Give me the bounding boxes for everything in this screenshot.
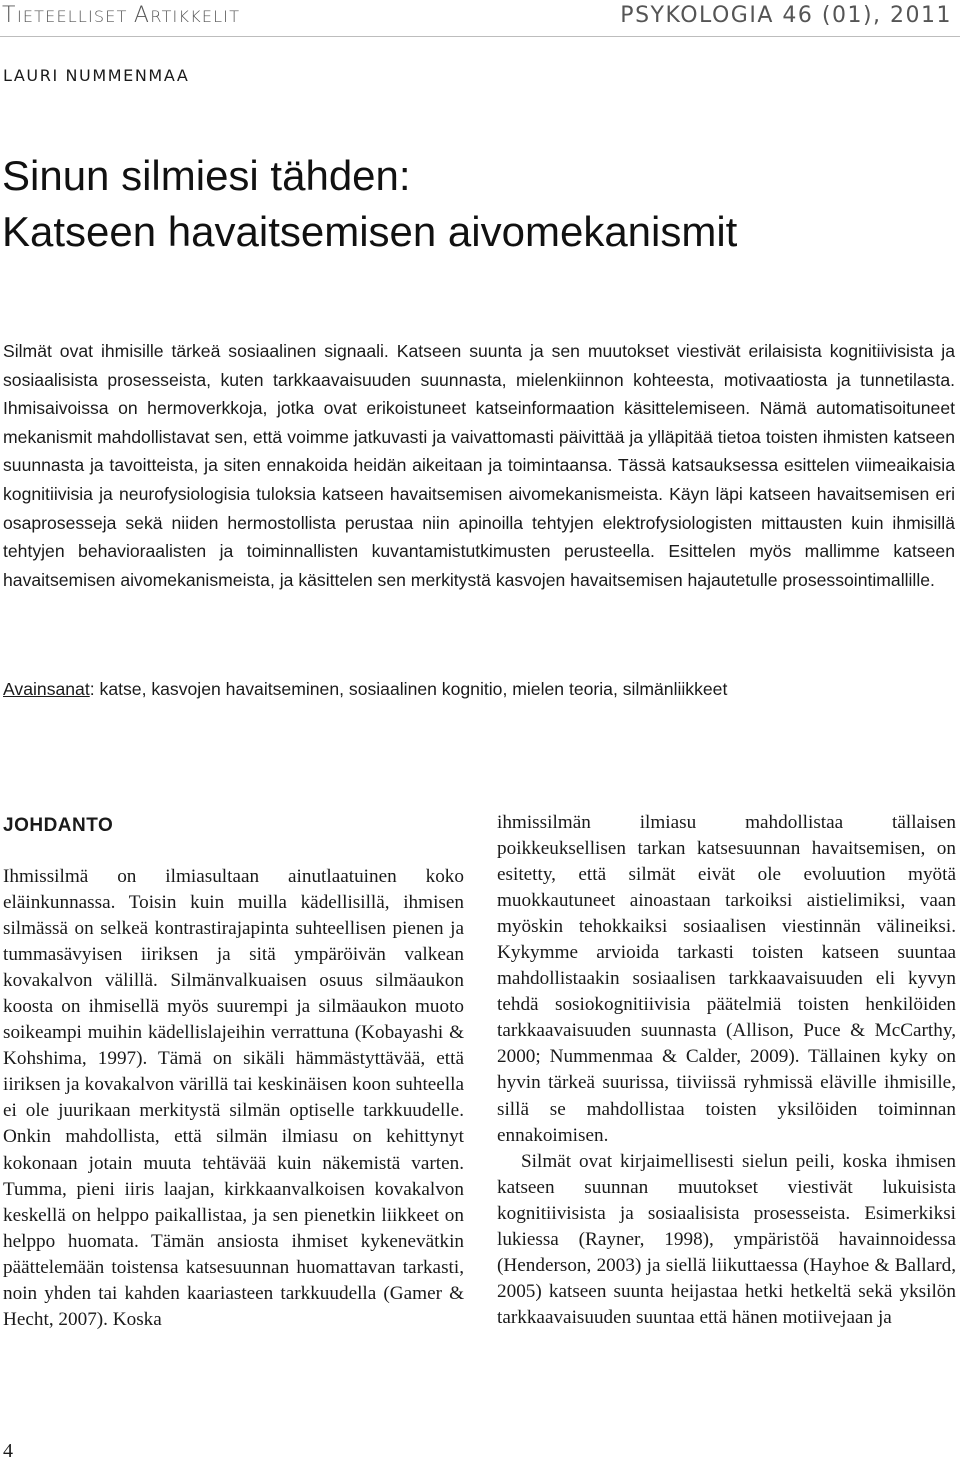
body-column-left: [3, 864, 464, 1333]
running-header: [0, 0, 960, 38]
body-paragraph: Silmät ovat kirjaimellisesti sielun peili, koska ihmisen katseen suunnan muutokset viestivät lukuisista kognitiivisista ja sosiaalisista prosesseista. Esimerkiksi lukiessa (Rayner, 1998), ympäristöä havainnoidessa (Henderson, 2003) ja siellä liikuttaessa (Hayhoe & Ballard, 2005) katseen suunta heijastaa hetki hetkeltä sekä yksilön tarkkaavaisuuden suuntaa että hänen motiivejaan ja: [497, 1150, 956, 1328]
keywords: [3, 676, 955, 702]
journal-citation: PSYKOLOGIA 46 (01), 2011: [620, 3, 952, 28]
title-line-1: Sinun silmiesi tähden:: [2, 152, 411, 199]
title-line-2: Katseen havaitsemisen aivomekanismit: [2, 208, 738, 255]
body-column-right: [497, 810, 956, 1331]
body-paragraph: ihmissilmän ilmiasu mahdollistaa tällaisen poikkeuksellisen tarkan katsesuunnan havaitsemisen, on esitetty, että silmät eivät ole evoluution myötä muokkautuneet ainoastaan tarkoiksi aistielimiksi, vaan myöskin tehokkaiksi sosiaalisen viestinnän välineiksi. Kykymme arvioida tarkasti toisten katseen suuntaa mahdollistaakin sosiaalisen tarkkaavaisuuden eli kyvyn tehdä sosiokognitiivisia päätelmiä toisten henkilöiden tarkkaavaisuuden suunnasta (Allison, Puce & McCarthy, 2000; Nummenmaa & Calder, 2009). Tällainen kyky on hyvin tärkeä suurissa, tiiviissä ryhmissä eläville ihmisille, sillä se mahdollistaa toisten yksilöiden toiminnan ennakoimisen.: [497, 812, 956, 1146]
abstract: Silmät ovat ihmisille tärkeä sosiaalinen signaali. Katseen suunta ja sen muutokset viestivät erilaisista kognitiivisista ja sosiaalisista prosesseista, kuten tarkkaavaisuuden suunnasta, mielenkiinnon kohteesta, motivaatiosta ja tunnetilasta. Ihmisaivoissa on hermoverkkoja, jotka ovat erikoistuneet katseinformaation käsittelemiseen. Nämä automatisoituneet mekanismit mahdollistavat sen, että voimme jatkuvasti ja vaivattomasti päivittää ja ylläpitää tietoa toisten ihmisten katseen suunnasta ja tavoitteista, ja siten ennakoida heidän aikeitaan ja toimintaansa. Tässä katsauksessa esittelen viimeaikaisia kognitiivisia ja neurofysiologisia tuloksia katseen havaitsemisen aivomekanismeista. Käyn läpi katseen havaitsemisen eri osaprosesseja sekä niiden hermostollista perustaa niin apinoilla tehtyjen elektrofysiologisten mittausten kuin ihmisillä tehtyjen behavioraalisten ja toiminnallisten kuvantamistutkimusten perusteella. Esittelen myös mallimme katseen havaitsemisen aivomekanismeista, ja käsittelen sen merkitystä kasvojen havaitsemisen hajautetulle prosessointimallille.: [3, 341, 955, 590]
keywords-list: katse, kasvojen havaitseminen, sosiaalinen kognitio, mielen teoria, silmänliikkeet: [99, 679, 728, 699]
keywords-separator: :: [89, 679, 100, 699]
body-paragraph: Ihmissilmä on ilmiasultaan ainutlaatuinen koko eläinkunnassa. Toisin kuin muilla kädellisillä, ihmisen silmässä on selkeä kontrastirajapinta suhteellisen pienen ja tummasävyisen iiriksen ja sitä ympäröivän valkean kovakalvon välillä. Silmänvalkuaisen osuus silmäaukon koosta on ihmisellä myös suurempi ja silmäaukon muoto soikeampi muihin kädellislajeihin verrattuna (Kobayashi & Kohshima, 1997). Tämä on sikäli hämmästyttävää, että iiriksen ja kovakalvon värillä tai keskinäisen koon suhteella ei ole juurikaan merkitystä silmän optiselle tarkkuudelle. Onkin mahdollista, että silmän ilmiasu on kehittynyt kokonaan jotain muuta tehtävää kuin näkemistä varten. Tumma, pieni iiris laajan, kirkkaanvalkoisen kovakalvon keskellä on helppo paikallistaa, ja sen pienetkin liikkeet on helppo huomata. Tämän ansiosta ihmiset kykenevätkin päättelemään toistensa katsesuunnan huomattavan tarkasti, noin yhden tai kahden kaariasteen tarkkuudella (Gamer & Hecht, 2007). Koska: [3, 866, 464, 1330]
article-title: [2, 148, 942, 260]
author-name: LAURI NUMMENMAA: [3, 66, 190, 85]
page-number: 4: [3, 1440, 13, 1462]
section-heading: JOHDANTO: [3, 815, 114, 836]
keywords-label: Avainsanat: [3, 679, 90, 699]
header-divider: [0, 36, 960, 37]
section-label: TIETEELLISET ARTIKKELIT: [2, 3, 241, 28]
